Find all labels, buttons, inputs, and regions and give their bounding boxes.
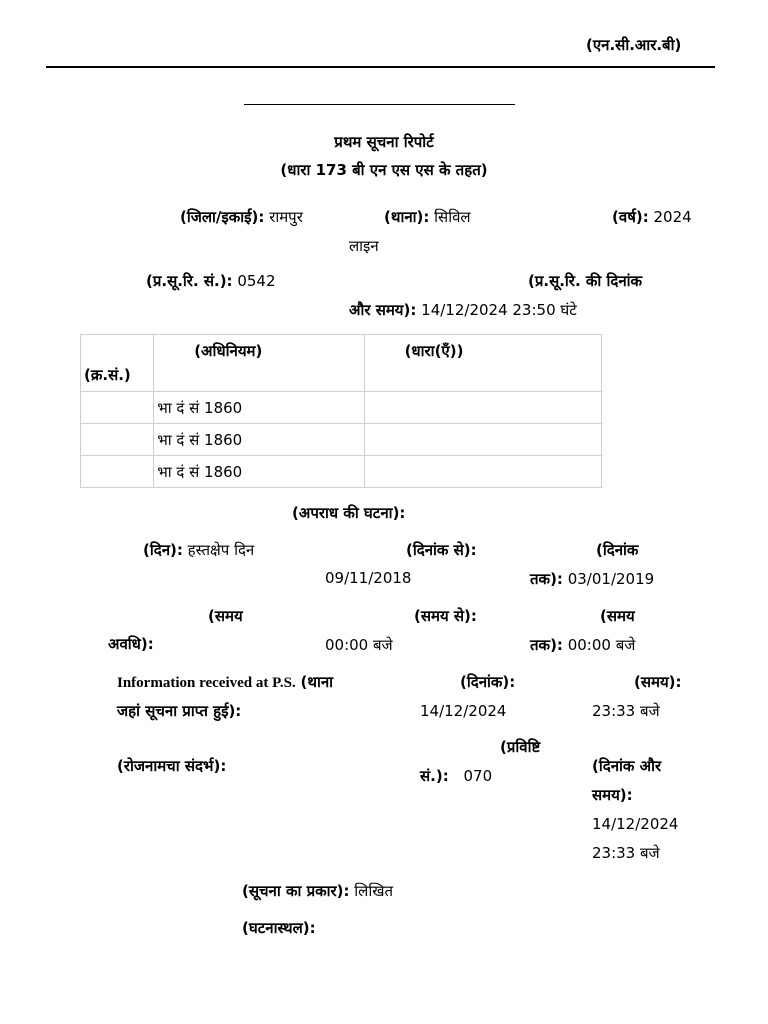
section-cell xyxy=(364,392,601,424)
station-label: (थाना): xyxy=(384,208,430,226)
gd-entry-label-cont: सं.): xyxy=(420,767,449,785)
blank-line xyxy=(244,104,515,105)
page-subtitle: (धारा 173 बी एन एस एस के तहत) xyxy=(280,161,488,179)
year-value: 2024 xyxy=(653,208,692,226)
date-to-field xyxy=(530,570,654,588)
col-act-header: (अधिनियम) xyxy=(154,335,364,392)
info-received-label-en: Information received at P.S. xyxy=(117,675,296,691)
gd-time-value: 23:33 बजे xyxy=(592,844,660,862)
station-value-cont: लाइन xyxy=(349,237,379,255)
header-rule xyxy=(46,66,715,68)
act-cell: भा दं सं 1860 xyxy=(154,456,364,488)
time-to-field xyxy=(530,636,635,654)
act-cell: भा दं सं 1860 xyxy=(154,424,364,456)
station-value: सिविल xyxy=(434,208,471,226)
fir-number-value: 0542 xyxy=(237,272,276,290)
info-date-label: (दिनांक): xyxy=(460,673,516,691)
page-title: प्रथम सूचना रिपोर्ट xyxy=(334,133,434,151)
serial-cell xyxy=(81,424,154,456)
district-label: (जिला/इकाई): xyxy=(180,208,265,226)
station-field xyxy=(384,208,471,226)
info-type-field xyxy=(242,882,393,900)
date-from-value: 09/11/2018 xyxy=(325,569,412,587)
gd-entry-value: 070 xyxy=(463,767,493,785)
fir-number-label: (प्र.सू.रि. सं.): xyxy=(146,272,233,290)
serial-cell xyxy=(81,392,154,424)
table-row xyxy=(81,392,602,424)
offence-day-value: हस्तक्षेप दिन xyxy=(187,541,255,559)
section-cell xyxy=(364,456,601,488)
section-cell xyxy=(364,424,601,456)
offence-heading: (अपराध की घटना): xyxy=(292,504,406,522)
offence-day-label: (दिन): xyxy=(143,541,183,559)
offence-day-field xyxy=(143,541,254,559)
time-from-label: (समय से): xyxy=(414,607,477,625)
year-field xyxy=(612,208,692,226)
act-cell: भा दं सं 1860 xyxy=(154,392,364,424)
gd-label: (रोजनामचा संदर्भ): xyxy=(117,757,227,775)
time-to-value: 00:00 बजे xyxy=(567,636,636,654)
time-from-value: 00:00 बजे xyxy=(325,636,393,654)
info-date-value: 14/12/2024 xyxy=(420,702,507,720)
info-type-value: लिखित xyxy=(354,882,394,900)
date-to-label: (दिनांक xyxy=(596,541,639,559)
time-period-label-cont: अवधि): xyxy=(108,635,154,653)
date-from-label: (दिनांक से): xyxy=(406,541,477,559)
time-to-label-cont: तक): xyxy=(530,636,563,654)
fir-date-label-cont: और समय): xyxy=(349,301,417,319)
district-field xyxy=(180,208,303,226)
time-period-label: (समय xyxy=(208,607,243,625)
table-row xyxy=(81,424,602,456)
info-received-label xyxy=(117,673,333,692)
fir-date-value: 14/12/2024 23:50 घंटे xyxy=(421,301,577,319)
acts-table-header xyxy=(81,335,602,392)
year-label: (वर्ष): xyxy=(612,208,649,226)
org-name: (एन.सी.आर.बी) xyxy=(586,36,682,54)
info-received-label-hi: (थाना xyxy=(300,673,334,691)
fir-date-field xyxy=(349,301,577,319)
acts-table xyxy=(80,334,602,488)
fir-date-label: (प्र.सू.रि. की दिनांक xyxy=(528,272,643,290)
info-type-label: (सूचना का प्रकार): xyxy=(242,882,350,900)
fir-number-field xyxy=(146,272,276,290)
col-serial-header: (क्र.सं.) xyxy=(81,335,154,392)
gd-entry-field xyxy=(420,767,492,785)
gd-entry-label: (प्रविष्टि xyxy=(500,738,541,756)
date-to-value: 03/01/2019 xyxy=(567,570,655,588)
info-time-label: (समय): xyxy=(634,673,682,691)
info-time-value: 23:33 बजे xyxy=(592,702,660,720)
gd-datetime-label-cont: समय): xyxy=(592,786,633,804)
gd-date-value: 14/12/2024 xyxy=(592,815,679,833)
gd-datetime-label: (दिनांक और xyxy=(592,757,662,775)
info-received-label-cont: जहां सूचना प्राप्त हुई): xyxy=(117,702,242,720)
district-value: रामपुर xyxy=(269,208,303,226)
serial-cell xyxy=(81,456,154,488)
table-row xyxy=(81,456,602,488)
date-to-label-cont: तक): xyxy=(530,570,563,588)
time-to-label: (समय xyxy=(600,607,635,625)
col-section-header: (धारा(एँ)) xyxy=(364,335,601,392)
place-label: (घटनास्थल): xyxy=(242,919,316,937)
